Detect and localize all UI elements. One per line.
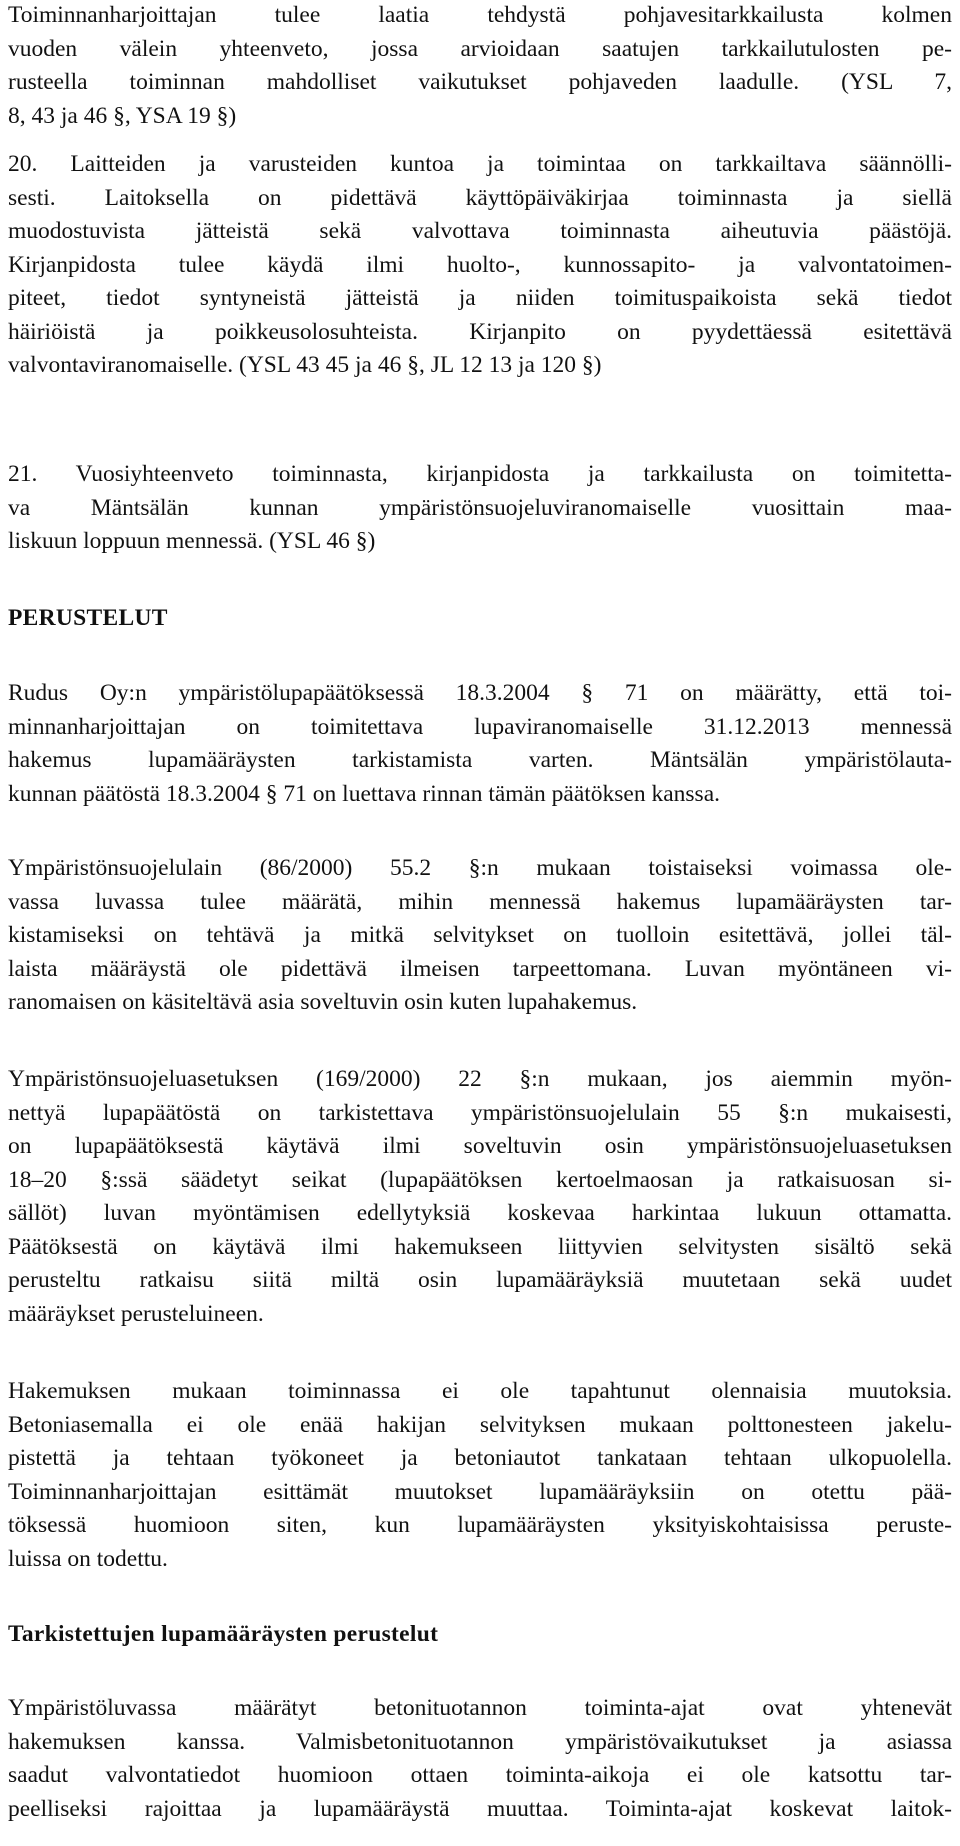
text-line: rusteella toiminnan mahdolliset vaikutukset pohjaveden laadulle. (YSL 7, [8,69,952,95]
text-line: laista määräystä ole pidettävä ilmeisen tarpeettomana. Luvan myöntäneen vi- [8,955,952,982]
text-line: pistettä ja tehtaan työkoneet ja betoniautot tankataan tehtaan ulkopuolella. [8,1445,952,1471]
text-line: Rudus Oy:n ympäristölupapäätöksessä 18.3.2004 § 71 on määrätty, että toi- [8,680,952,706]
text-line: on lupapäätöksestä käytävä ilmi soveltuvin osin ympäristönsuojeluasetuksen [8,1133,952,1159]
text-line: sesti. Laitoksella on pidettävä käyttöpäiväkirjaa toiminnasta ja siellä [8,184,952,211]
text-line: muodostuvista jätteistä sekä valvottava toiminnasta aiheutuvia päästöjä. [8,218,952,244]
heading-text: Tarkistettujen lupamääräysten perustelut [8,1621,439,1647]
text-line: kunnan päätöstä 18.3.2004 § 71 on luettava rinnan tämän päätöksen kanssa. [8,780,720,807]
text-line: vuoden välein yhteenveto, jossa arvioidaan saatujen tarkkailutulosten pe- [8,35,952,62]
text-line: määräykset perusteluineen. [8,1300,264,1327]
text-line: saadut valvontatiedot huomioon ottaen toiminta-aikoja ei ole katsottu tar- [8,1762,952,1788]
heading-text: PERUSTELUT [8,605,168,631]
text-line: sällöt) luvan myöntämisen edellytyksiä koskevaa harkintaa lukuun ottamatta. [8,1200,952,1226]
text-line: Ympäristönsuojelulain (86/2000) 55.2 §:n mukaan toistaiseksi voimassa ole- [8,855,952,881]
paragraph-groundwater-summary [8,0,952,133]
text-line: Päätöksestä on käytävä ilmi hakemukseen liittyvien selvitysten sisältö sekä [8,1233,952,1260]
text-line: 18–20 §:ssä säädetyt seikat (lupapäätöksen kertoelmaosan ja ratkaisuosan si- [8,1166,952,1193]
text-line: kistamiseksi on tehtävä ja mitkä selvitykset on tuolloin esitettävä, jollei täl- [8,922,952,948]
text-line: vassa luvassa tulee määrätä, mihin mennessä hakemus lupamääräysten tar- [8,888,952,915]
text-line: 20. Laitteiden ja varusteiden kuntoa ja toimintaa on tarkkailtava säännölli- [8,151,952,177]
text-line: valvontaviranomaiselle. (YSL 43 45 ja 46 §, JL 12 13 ja 120 §) [8,352,602,378]
paragraph-ysl-55 [8,852,952,1020]
text-line: Ympäristöluvassa määrätyt betonituotannon toiminta-ajat ovat yhtenevät [8,1695,952,1721]
text-line: Hakemuksen mukaan toiminnassa ei ole tapahtunut olennaisia muutoksia. [8,1378,952,1404]
text-line: 8, 43 ja 46 §, YSA 19 §) [8,102,237,129]
paragraph-rudus [8,677,952,811]
paragraph-item-20 [8,148,952,383]
paragraph-toiminta-ajat [8,1692,952,1826]
text-line: Ympäristönsuojeluasetuksen (169/2000) 22 §:n mukaan, jos aiemmin myön- [8,1066,952,1092]
text-line: hakemuksen kanssa. Valmisbetonituotannon ympäristövaikutukset ja asiassa [8,1728,952,1755]
text-line: ranomaisen on käsiteltävä asia soveltuvin osin kuten lupahakemus. [8,989,638,1015]
text-line: va Mäntsälän kunnan ympäristönsuojeluviranomaiselle vuosittain maa- [8,494,952,521]
text-line: töksessä huomioon siten, kun lupamääräysten yksityiskohtaisissa peruste- [8,1512,952,1538]
section-heading-tarkistetut [8,1618,952,1652]
text-line: häiriöistä ja poikkeusolosuhteista. Kirjanpito on pyydettäessä esitettävä [8,318,952,345]
text-line: nettyä lupapäätöstä on tarkistettava ympäristönsuojelulain 55 §:n mukaisesti, [8,1099,952,1126]
paragraph-item-21 [8,458,952,559]
text-line: Kirjanpidosta tulee käydä ilmi huolto-, kunnossapito- ja valvontatoimen- [8,251,952,278]
text-line: Betoniasemalla ei ole enää hakijan selvityksen mukaan polttonesteen jakelu- [8,1411,952,1438]
text-line: peelliseksi rajoittaa ja lupamääräystä muuttaa. Toiminta-ajat koskevat laitok- [8,1795,952,1822]
text-line: hakemus lupamääräysten tarkistamista varten. Mäntsälän ympäristölauta- [8,747,952,773]
section-heading-perustelut [8,602,952,636]
text-line: luissa on todettu. [8,1545,168,1572]
text-line: Toiminnanharjoittajan esittämät muutokset lupamääräyksiin on otettu pää- [8,1478,952,1505]
text-line: minnanharjoittajan on toimitettava lupaviranomaiselle 31.12.2013 mennessä [8,713,952,740]
paragraph-ysa-22 [8,1063,952,1331]
text-line: 21. Vuosiyhteenveto toiminnasta, kirjanpidosta ja tarkkailusta on toimitetta- [8,461,952,487]
text-line: Toiminnanharjoittajan tulee laatia tehdystä pohjavesitarkkailusta kolmen [8,2,952,28]
text-line: liskuun loppuun mennessä. (YSL 46 §) [8,528,376,554]
text-line: perusteltu ratkaisu siitä miltä osin lupamääräyksiä muutetaan sekä uudet [8,1267,952,1293]
paragraph-hakemus [8,1375,952,1576]
text-line: piteet, tiedot syntyneistä jätteistä ja niiden toimituspaikoista sekä tiedot [8,285,952,311]
